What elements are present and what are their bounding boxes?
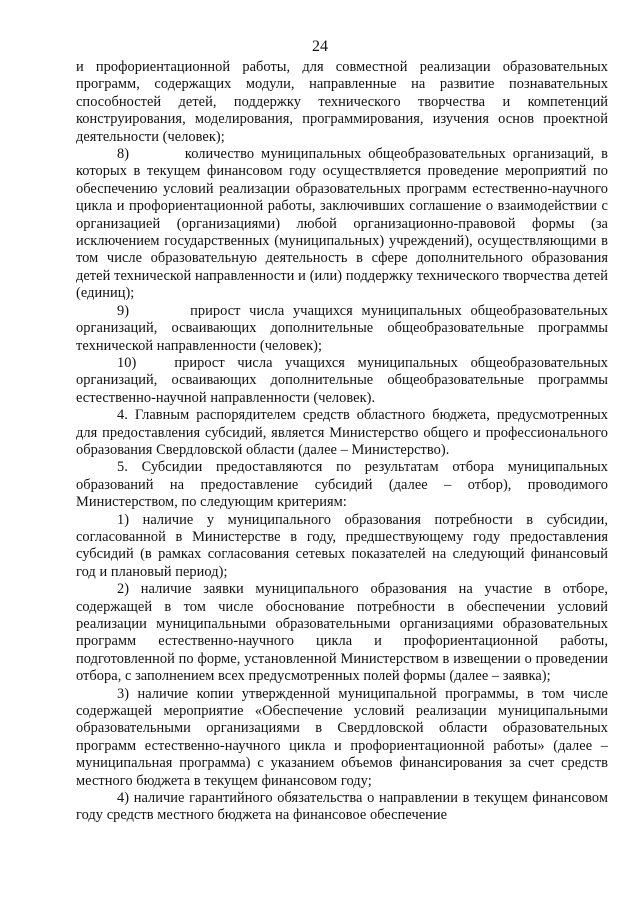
paragraph-item-8: 8) количество муниципальных общеобразовательных организаций, в которых в текущем финансовом году осуществляется проведение мероприятий по обеспечению условий реализации образовательных программ естественно-научного цикла и профориентационной работы, заключивших соглашение о взаимодействии с организацией (организациями) любой организационно-правовой формы (за исключением государственных (муниципальных) учреждений), осуществляющими в том числе образовательную деятельность в сфере дополнительного образования детей технической направленности и (или) поддержку технического творчества детей (единиц); xyxy=(76,146,608,302)
page-number: 24 xyxy=(312,38,328,55)
paragraph-criterion-2: 2) наличие заявки муниципального образования на участие в отборе, содержащей в том числе обоснование потребности в обеспечении условий реализации муниципальными образовательными организациями образовательных программ естественно-научного цикла и профориентационной работы, подготовленной по форме, установленной Министерством в извещении о проведении отбора, с заполнением всех предусмотренных полей формы (далее – заявка); xyxy=(76,581,608,685)
paragraph-section-5: 5. Субсидии предоставляются по результатам отбора муниципальных образований на предоставление субсидий (далее – отбор), проводимого Министерством, по следующим критериям: xyxy=(76,459,608,511)
paragraph-continuation: и профориентационной работы, для совместной реализации образовательных программ, содержащих модули, направленные на развитие познавательных способностей детей, поддержку технического творчества и компетенций конструирования, моделирования, программирования, изучения основ проектной деятельности (человек); xyxy=(76,59,608,145)
paragraph-section-4: 4. Главным распорядителем средств областного бюджета, предусмотренных для предоставления субсидий, является Министерство общего и профессионального образования Свердловской области (далее – Министерство). xyxy=(76,407,608,458)
document-body xyxy=(76,59,608,825)
paragraph-item-9: 9) прирост числа учащихся муниципальных общеобразовательных организаций, осваивающих дополнительные общеобразовательные программы технической направленности (человек); xyxy=(76,302,608,354)
paragraph-item-10: 10) прирост числа учащихся муниципальных общеобразовательных организаций, осваивающих дополнительные общеобразовательные программы естественно-научной направленности (человек). xyxy=(76,354,608,406)
paragraph-criterion-1: 1) наличие у муниципального образования потребности в субсидии, согласованной в Министерстве в году, предшествующему году предоставления субсидий (в рамках согласования сетевых показателей на следующий финансовый год и плановый период); xyxy=(76,511,608,580)
paragraph-criterion-4: 4) наличие гарантийного обязательства о направлении в текущем финансовом году средств местного бюджета на финансовое обеспечение xyxy=(76,790,608,824)
paragraph-criterion-3: 3) наличие копии утвержденной муниципальной программы, в том числе содержащей мероприятие «Обеспечение условий реализации муниципальными образовательными организациями в Свердловской области образовательных программ естественно-научного цикла и профориентационной работы» (далее – муниципальная программа) с указанием объемов финансирования за счет средств местного бюджета в текущем финансовом году; xyxy=(76,685,608,789)
